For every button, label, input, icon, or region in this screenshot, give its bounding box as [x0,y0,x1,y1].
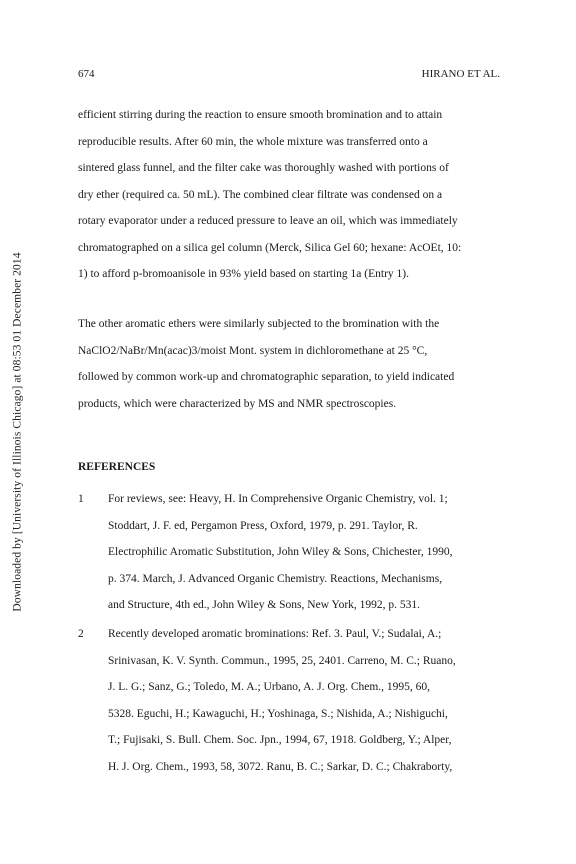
text-line: T.; Fujisaki, S. Bull. Chem. Soc. Jpn., 1994, 67, 1918. Goldberg, Y.; Alper, [108,734,452,746]
paragraph-other-ethers [78,311,496,417]
download-watermark [0,0,36,864]
text-line: Srinivasan, K. V. Synth. Commun., 1995, 25, 2401. Carreno, M. C.; Ruano, [108,654,456,667]
text-line: and Structure, 4th ed., John Wiley & Sons, New York, 1992, p. 531. [108,599,421,611]
references-heading: REFERENCES [78,461,156,473]
text-line: The other aromatic ethers were similarly subjected to the bromination with the [78,318,440,330]
text-line: chromatographed on a silica gel column (Merck, Silica Gel 60; hexane: AcOEt, 10: [78,241,462,254]
running-head: HIRANO ET AL. [421,68,500,80]
text-line: products, which were characterized by MS and NMR spectroscopies. [78,397,397,410]
text-line: NaClO2/NaBr/Mn(acac)3/moist Mont. system in dichloromethane at 25 °C, [78,344,428,357]
text-line: followed by common work-up and chromatographic separation, to yield indicated [78,371,455,383]
paragraph-experimental [78,102,496,288]
reference-text [108,486,496,619]
text-line: 5328. Eguchi, H.; Kawaguchi, H.; Yoshinaga, S.; Nishida, A.; Nishiguchi, [108,707,448,720]
page-number: 674 [78,68,95,80]
text-line: efficient stirring during the reaction to ensure smooth bromination and to attain [78,109,443,121]
text-line: H. J. Org. Chem., 1993, 58, 3072. Ranu, B. C.; Sarkar, D. C.; Chakraborty, [108,760,453,773]
text-line: J. L. G.; Sanz, G.; Toledo, M. A.; Urbano, A. J. Org. Chem., 1995, 60, [108,681,431,693]
text-line: sintered glass funnel, and the filter cake was thoroughly washed with portions of [78,162,449,174]
text-line: p. 374. March, J. Advanced Organic Chemistry. Reactions, Mechanisms, [108,572,443,585]
text-line: For reviews, see: Heavy, H. In Comprehensive Organic Chemistry, vol. 1; [108,493,448,505]
reference-text [108,621,496,780]
text-line: 1) to afford p-bromoanisole in 93% yield based on starting 1a (Entry 1). [78,268,409,280]
text-line: Recently developed aromatic brominations: Ref. 3. Paul, V.; Sudalai, A.; [108,628,442,640]
reference-number: 1 [78,493,84,505]
reference-number: 2 [78,628,84,640]
text-line: reproducible results. After 60 min, the whole mixture was transferred onto a [78,135,428,148]
text-line: rotary evaporator under a reduced pressure to leave an oil, which was immediately [78,215,458,227]
download-watermark-text: Downloaded by [University of Illinois Chicago] at 08:53 01 December 2014 [12,252,24,612]
text-line: dry ether (required ca. 50 mL). The combined clear filtrate was condensed on a [78,188,443,201]
text-line: Stoddart, J. F. ed, Pergamon Press, Oxford, 1979, p. 291. Taylor, R. [108,519,418,532]
text-line: Electrophilic Aromatic Substitution, John Wiley & Sons, Chichester, 1990, [108,546,453,558]
page-header [78,68,500,80]
